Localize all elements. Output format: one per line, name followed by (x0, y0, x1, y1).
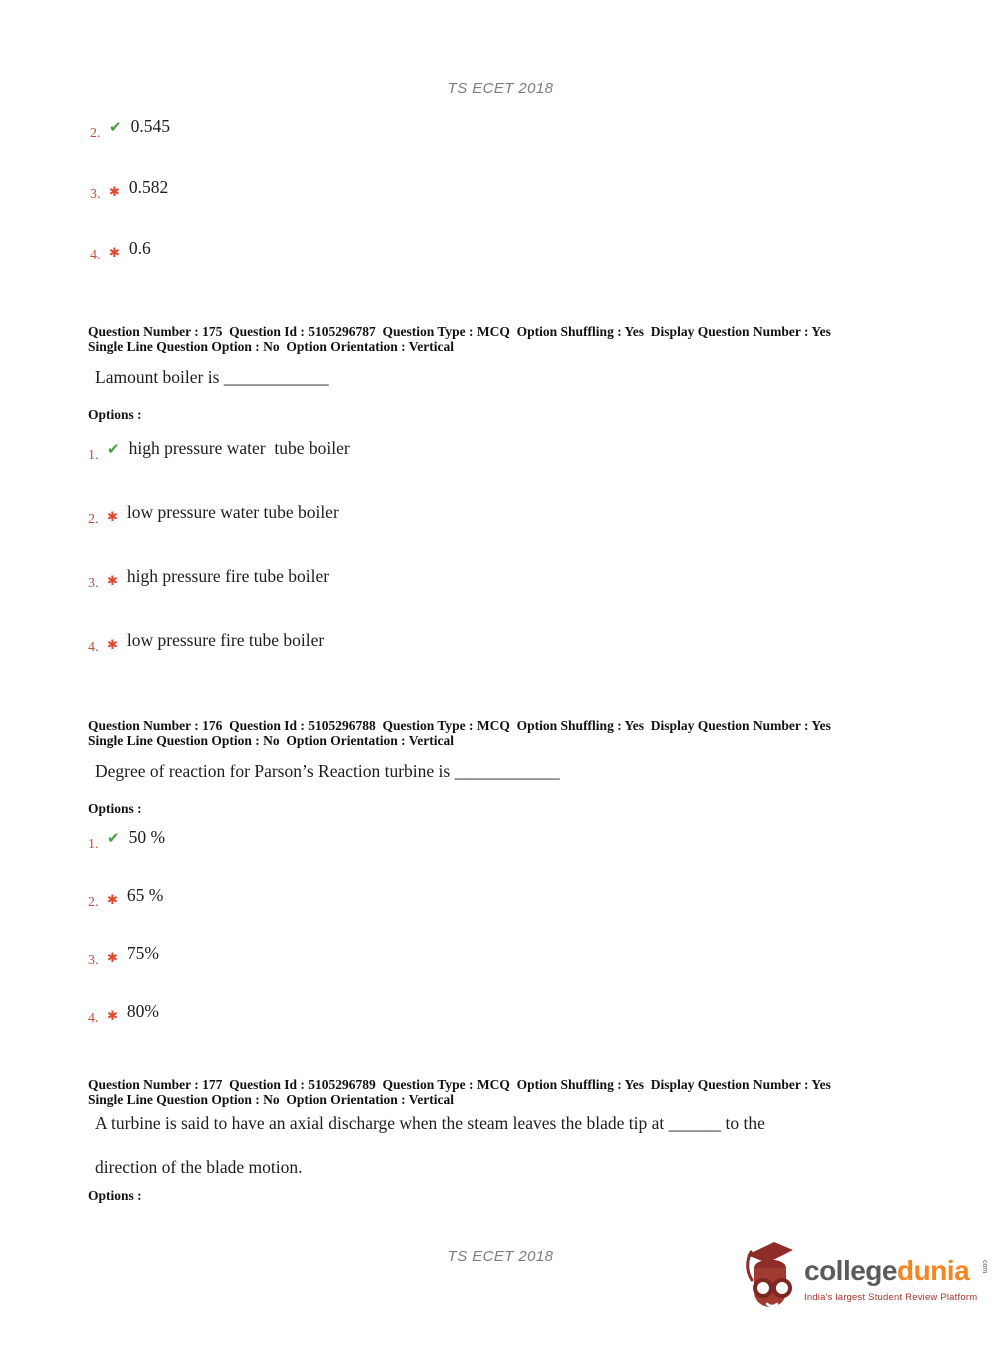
wrong-mark-icon: ✱ (107, 892, 118, 907)
collegedunia-mascot-icon (742, 1238, 798, 1323)
collegedunia-text-block (804, 1256, 999, 1303)
option-text: high pressure fire tube boiler (126, 566, 330, 586)
option-row (88, 943, 958, 969)
option-text: 0.6 (128, 238, 151, 258)
question-meta-line: Single Line Question Option : No Option Orientation : Vertical (88, 1092, 455, 1107)
question-block-175 (88, 324, 958, 694)
question-meta-line: Question Number : 177 Question Id : 5105296789 Question Type : MCQ Option Shuffling : Yes Display Question Number : Yes (88, 1077, 831, 1092)
option-number: 3. (88, 576, 99, 591)
option-number: 2. (90, 126, 101, 141)
page-header-title: TS ECET 2018 (447, 80, 554, 97)
brand-name-dunia: dunia (896, 1255, 970, 1286)
option-number: 2. (88, 512, 99, 527)
options-label: Options : (88, 1188, 142, 1203)
options-label: Options : (88, 407, 142, 422)
correct-mark-icon: ✔ (107, 831, 120, 847)
option-row (90, 238, 960, 264)
option-number: 1. (88, 837, 99, 852)
option-row (88, 630, 958, 656)
option-text: high pressure water tube boiler (128, 438, 350, 458)
wrong-mark-icon: ✱ (107, 950, 118, 965)
wrong-mark-icon: ✱ (107, 573, 118, 588)
question-text: Degree of reaction for Parson’s Reaction turbine is ____________ (95, 761, 560, 781)
option-number: 4. (88, 1011, 99, 1026)
option-row (88, 885, 958, 911)
option-text: 80% (126, 1001, 159, 1021)
option-text: 50 % (128, 827, 166, 847)
option-text: 65 % (126, 885, 164, 905)
wrong-mark-icon: ✱ (107, 509, 118, 524)
question-meta-line: Question Number : 176 Question Id : 5105296788 Question Type : MCQ Option Shuffling : Yes Display Question Number : Yes (88, 718, 831, 733)
page-footer-title: TS ECET 2018 (447, 1248, 554, 1265)
option-number: 4. (88, 640, 99, 655)
option-number: 3. (90, 187, 101, 202)
question-block-177 (88, 1077, 958, 1204)
option-row (88, 827, 958, 853)
brand-name-college: college (804, 1255, 897, 1286)
options-list (88, 438, 958, 656)
wrong-mark-icon: ✱ (109, 245, 120, 260)
question-block-176 (88, 718, 958, 1059)
option-row (88, 438, 958, 464)
options-list (88, 827, 958, 1027)
brand-tagline: India's largest Student Review Platform (804, 1292, 978, 1303)
question-text: Lamount boiler is ____________ (95, 367, 329, 387)
wrong-mark-icon: ✱ (107, 1008, 118, 1023)
correct-mark-icon: ✔ (109, 120, 122, 136)
option-text: low pressure fire tube boiler (126, 630, 325, 650)
collegedunia-wordmark (804, 1256, 999, 1286)
option-number: 2. (88, 895, 99, 910)
option-text: 0.545 (130, 116, 170, 136)
correct-mark-icon: ✔ (107, 442, 120, 458)
previous-question-options (90, 116, 960, 299)
option-row (88, 566, 958, 592)
option-row (88, 502, 958, 528)
brand-name-suffix: com (981, 1260, 989, 1274)
option-number: 3. (88, 953, 99, 968)
option-number: 4. (90, 248, 101, 263)
option-text: 0.582 (128, 177, 169, 197)
option-number: 1. (88, 448, 99, 463)
option-row (88, 1001, 958, 1027)
question-meta-line: Single Line Question Option : No Option Orientation : Vertical (88, 339, 455, 354)
option-row (90, 177, 960, 203)
option-row (90, 116, 960, 142)
question-text: direction of the blade motion. (95, 1157, 303, 1177)
collegedunia-logo (742, 1238, 999, 1323)
question-meta-line: Question Number : 175 Question Id : 5105296787 Question Type : MCQ Option Shuffling : Yes Display Question Number : Yes (88, 324, 831, 339)
wrong-mark-icon: ✱ (107, 637, 118, 652)
options-label: Options : (88, 801, 142, 816)
option-text: 75% (126, 943, 159, 963)
option-text: low pressure water tube boiler (126, 502, 339, 522)
question-meta-line: Single Line Question Option : No Option Orientation : Vertical (88, 733, 455, 748)
question-text: A turbine is said to have an axial discharge when the steam leaves the blade tip at ______ to the (95, 1113, 765, 1133)
wrong-mark-icon: ✱ (109, 184, 120, 199)
